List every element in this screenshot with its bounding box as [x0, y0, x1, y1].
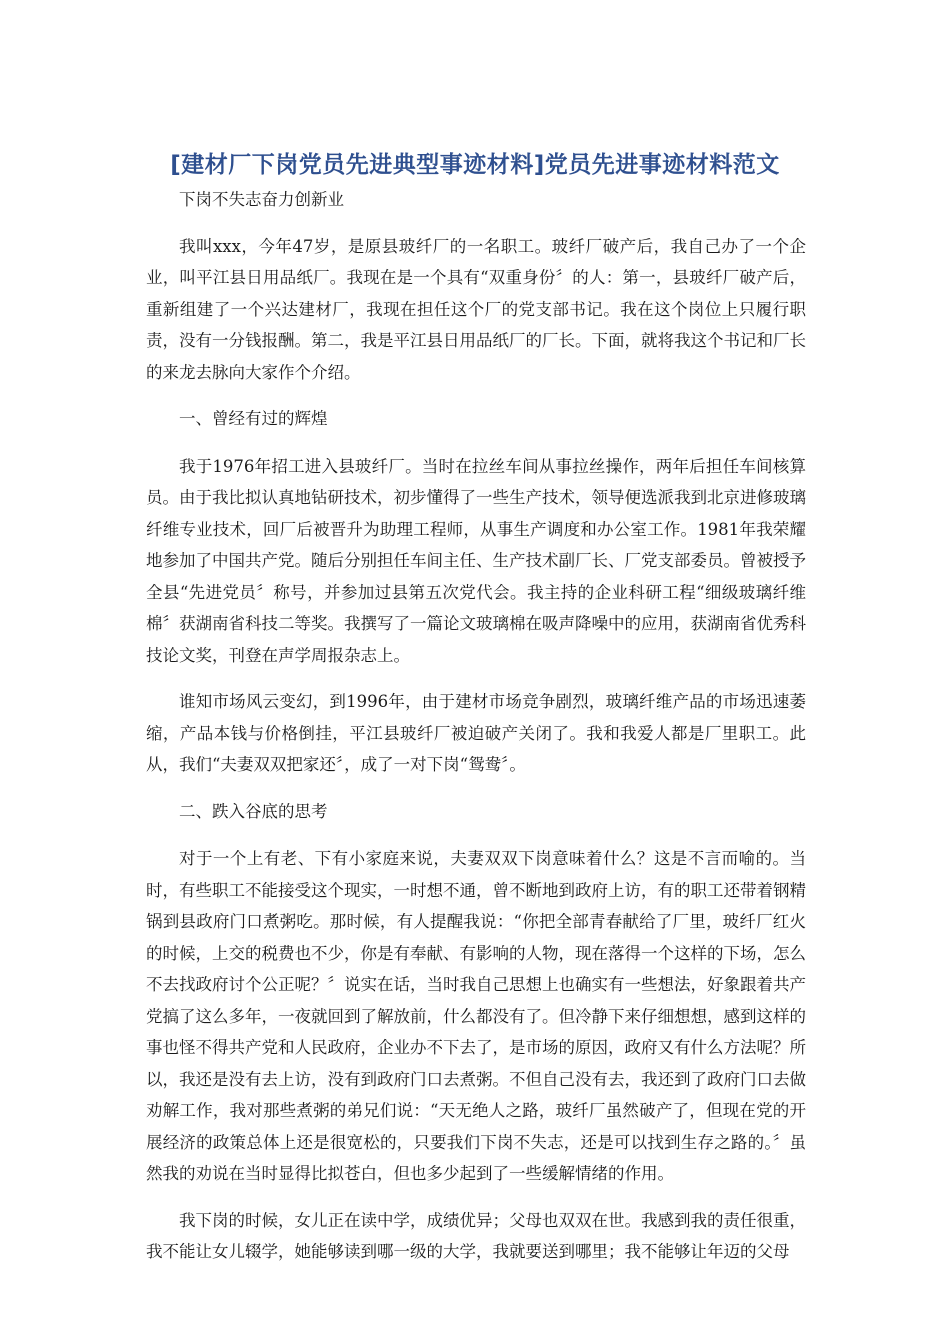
section-heading: 二、跌入谷底的思考 [179, 801, 328, 821]
subtitle-paragraph: 下岗不失志奋力创新业 [179, 190, 344, 209]
body-paragraph: 我于1976年招工进入县玻纤厂。当时在拉丝车间从事拉丝操作，两年后担任车间核算员。由于我比拟认真地钻研技术，初步懂得了一些生产技术，领导便选派我到北京进修玻璃纤维专业技术，回厂后被晋升为助理工程师，从事生产调度和办公室工作。1981年我荣耀地参加了中国共产党。随后分别担任车间主任、生产技术副厂长、厂党支部委员。曾被授予全县“先进党员〞称号，并参加过县第五次党代会。我主持的企业科研工程“细级玻璃纤维棉〞获湖南省科技二等奖。我撰写了一篇论文玻璃棉在吸声降噪中的应用，获湖南省优秀科技论文奖，刊登在声学周报杂志上。 [146, 456, 806, 665]
section-heading: 一、曾经有过的辉煌 [179, 409, 328, 428]
body-paragraph: 我叫xxx，今年47岁，是原县玻纤厂的一名职工。玻纤厂破产后，我自己办了一个企业，叫平江县日用品纸厂。我现在是一个具有“双重身份〞的人：第一，县玻纤厂破产后，重新组建了一个兴达建材厂，我现在担任这个厂的党支部书记。我在这个岗位上只履行职责，没有一分钱报酬。第二，我是平江县日用品纸厂的厂长。下面，就将我这个书记和厂长的来龙去脉向大家作个介绍。 [146, 236, 806, 382]
body-paragraph: 谁知市场风云变幻，到1996年，由于建材市场竞争剧烈，玻璃纤维产品的市场迅速萎缩，产品本钱与价格倒挂，平江县玻纤厂被迫破产关闭了。我和我爱人都是厂里职工。此从，我们“夫妻双双把家还〞，成了一对下岗“鸳鸯〞。 [146, 692, 806, 774]
document-title: [建材厂下岗党员先进典型事迹材料]党员先进事迹材料范文 [170, 152, 780, 179]
body-paragraph: 对于一个上有老、下有小家庭来说，夫妻双双下岗意味着什么？这是不言而喻的。当时，有些职工不能接受这个现实，一时想不通，曾不断地到政府上访，有的职工还带着钢精锅到县政府门口煮粥吃。那时候，有人提醒我说：“你把全部青春献给了厂里，玻纤厂红火的时候，上交的税费也不少，你是有奉献、有影响的人物，现在落得一个这样的下场，怎么不去找政府讨个公正呢？〞说实在话，当时我自己思想上也确实有一些想法，好象跟着共产党搞了这么多年，一夜就回到了解放前，什么都没有了。但冷静下来仔细想想，感到这样的事也怪不得共产党和人民政府，企业办不下去了，是市场的原因，政府又有什么方法呢？所以，我还是没有去上访，没有到政府门口去煮粥。不但自己没有去，我还到了政府门口去做劝解工作，我对那些煮粥的弟兄们说：“天无绝人之路，玻纤厂虽然破产了，但现在党的开展经济的政策总体上还是很宽松的，只要我们下岗不失志，还是可以找到生存之路的。〞虽然我的劝说在当时显得比拟苍白，但也多少起到了一些缓解情绪的作用。 [146, 849, 806, 1183]
document-body [146, 184, 806, 1283]
body-paragraph: 我下岗的时候，女儿正在读中学，成绩优异；父母也双双在世。我感到我的责任很重，我不能让女儿辍学，她能够读到哪一级的大学，我就要送到哪里；我不能够让年迈的父母 [146, 1210, 806, 1261]
